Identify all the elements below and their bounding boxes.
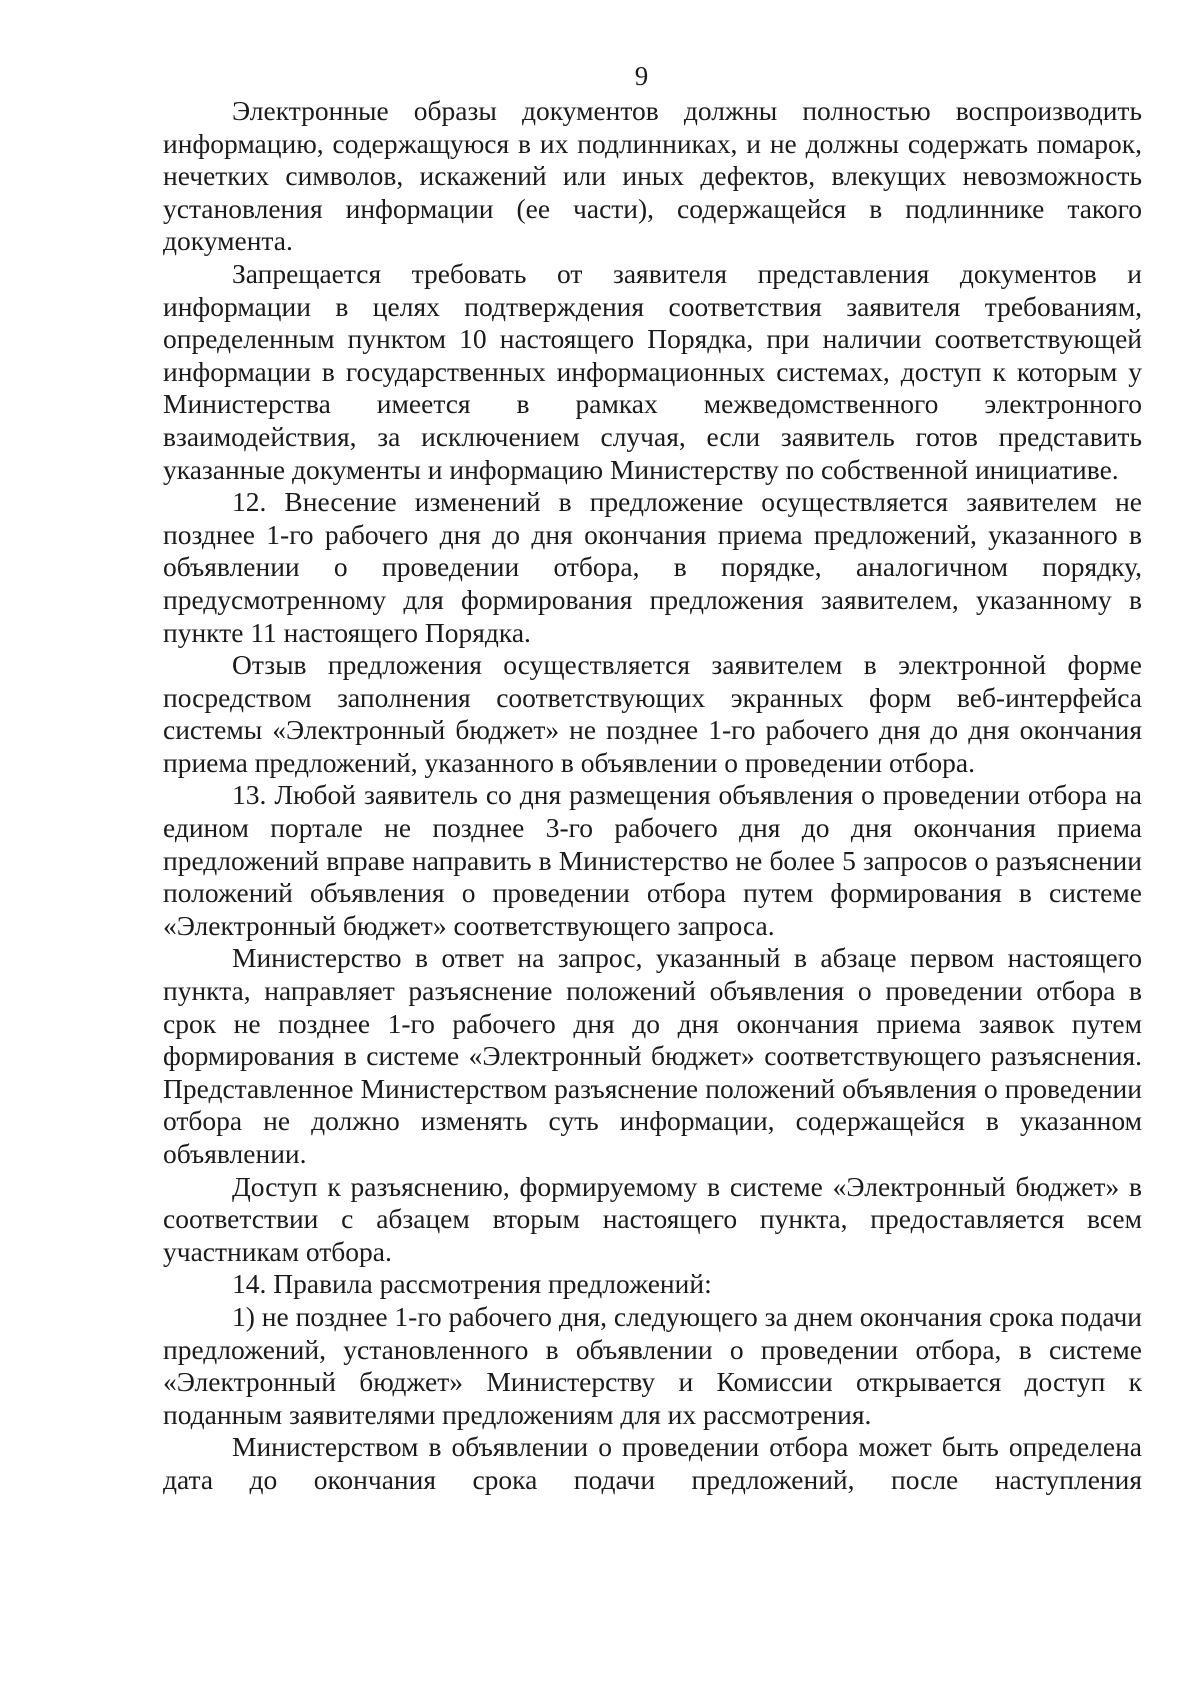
paragraph-ministry-response: Министерство в ответ на запрос, указанный в абзаце первом настоящего пункта, направляет разъяснение положений объявления о проведении отбора в срок не позднее 1-го рабочего дня до дня окончания приема заявок путем формирования в системе «Электронный бюджет» соответствующего разъяснения. Представленное Министерством разъяснение положений объявления о проведении отбора не должно изменять суть информации, содержащейся в указанном объявлении.	[163, 942, 1142, 1169]
paragraph-13-requests: 13. Любой заявитель со дня размещения объявления о проведении отбора на едином портале не позднее 3-го рабочего дня до дня окончания приема предложений вправе направить в Министерство не более 5 запросов о разъяснении положений объявления о проведении отбора путем формирования в системе «Электронный бюджет» соответствующего запроса.	[163, 779, 1142, 941]
paragraph-14-rules: 14. Правила рассмотрения предложений:	[232, 1268, 712, 1300]
paragraph-rule-1: 1) не позднее 1-го рабочего дня, следующего за днем окончания срока подачи предложений, установленного в объявлении о проведении отбора, в системе «Электронный бюджет» Министерству и Комиссии открывается доступ к поданным заявителями предложениям для их рассмотрения.	[163, 1300, 1142, 1430]
page-number: 9	[634, 61, 649, 91]
paragraph-electronic-images: Электронные образы документов должны полностью воспроизводить информацию, содержащуюся в их подлинниках, и не должны содержать помарок, нечетких символов, искажений или иных дефектов, влекущих невозможность установления информации (ее части), содержащейся в подлиннике такого документа.	[163, 95, 1142, 257]
paragraph-prohibition: Запрещается требовать от заявителя представления документов и информации в целях подтверждения соответствия заявителя требованиям, определенным пунктом 10 настоящего Порядка, при наличии соответствующей информации в государственных информационных системах, доступ к которым у Министерства имеется в рамках межведомственного электронного взаимодействия, за исключением случая, если заявитель готов представить указанные документы и информацию Министерству по собственной инициативе.	[163, 257, 1142, 485]
paragraph-date-definition: Министерством в объявлении о проведении отбора может быть определена дата до окончания срока подачи предложений, после наступления	[163, 1431, 1142, 1495]
paragraph-12-changes: 12. Внесение изменений в предложение осуществляется заявителем не позднее 1-го рабочего дня до дня окончания приема предложений, указанного в объявлении о проведении отбора, в порядке, аналогичном порядку, предусмотренному для формирования предложения заявителем, указанному в пункте 11 настоящего Порядка.	[163, 486, 1142, 648]
paragraph-withdrawal: Отзыв предложения осуществляется заявителем в электронной форме посредством заполнения соответствующих экранных форм веб-интерфейса системы «Электронный бюджет» не позднее 1-го рабочего дня до дня окончания приема предложений, указанного в объявлении о проведении отбора.	[163, 649, 1142, 778]
paragraph-access: Доступ к разъяснению, формируемому в системе «Электронный бюджет» в соответствии с абзацем вторым настоящего пункта, предоставляется всем участникам отбора.	[163, 1170, 1142, 1267]
